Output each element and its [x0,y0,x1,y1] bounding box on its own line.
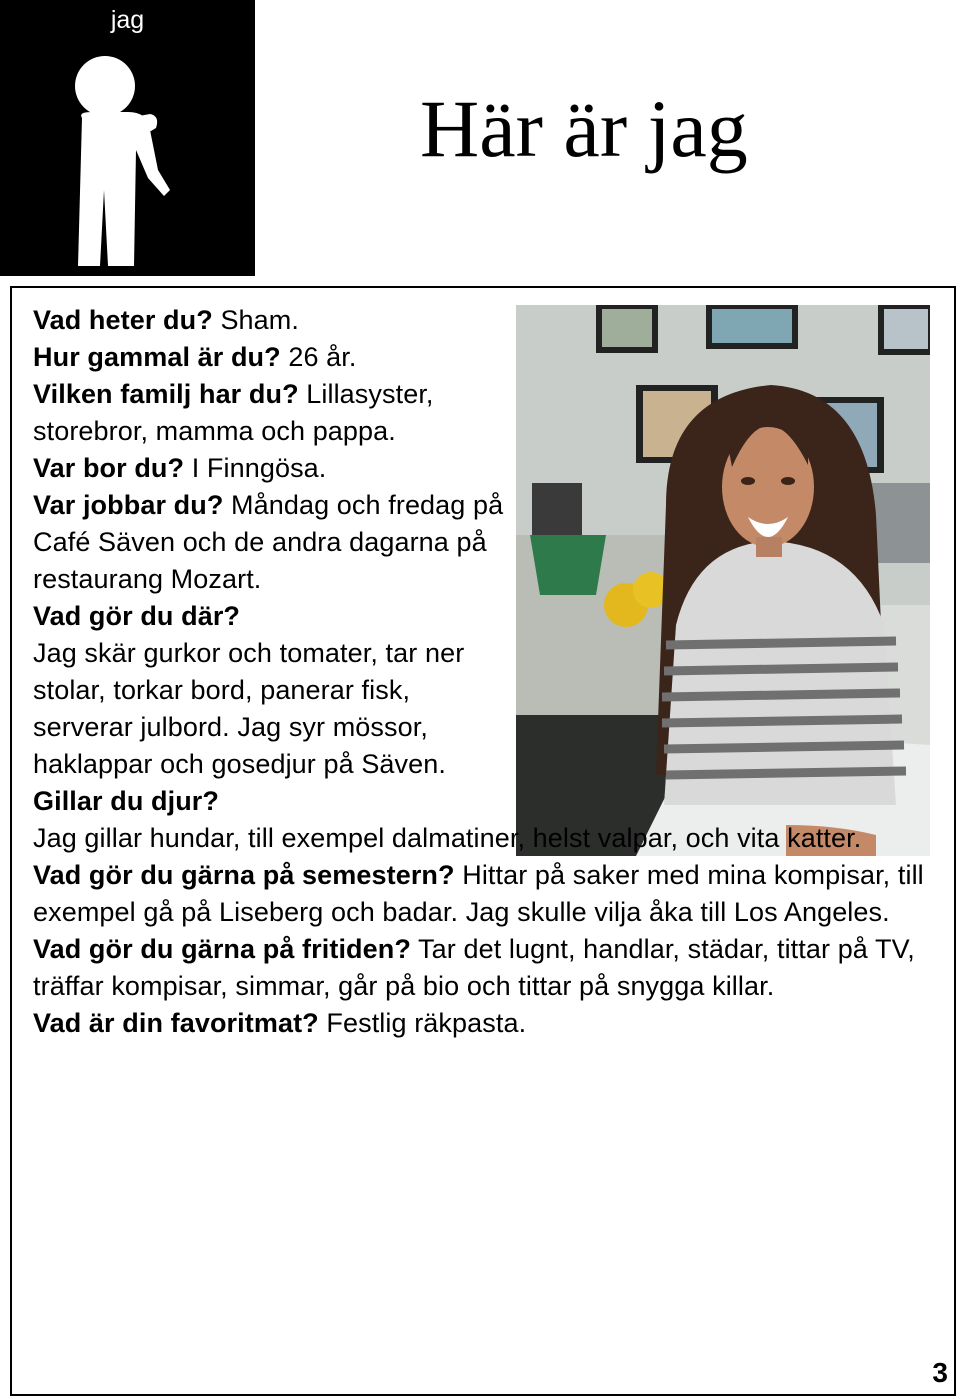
answer-home: I Finngösa. [184,453,327,483]
answer-vacation: Hittar på saker med mina kompisar, till exempel gå på Liseberg och badar. Jag skulle vilja åka till Los Angeles. [33,860,924,927]
page-number: 3 [932,1357,948,1388]
answer-freetime: Tar det lugnt, handlar, städar, tittar på TV, träffar kompisar, simmar, går på bio och tittar på snygga killar. [33,934,915,1001]
question-family: Vilken familj har du? [33,379,299,409]
question-age: Hur gammal är du? [33,342,281,372]
question-animals: Gillar du djur? [33,786,220,816]
question-tasks: Vad gör du där? [33,601,241,631]
pictogram-label: jag [110,6,145,34]
question-home: Var bor du? [33,453,185,483]
answer-work: Måndag och fredag på Café Säven och de andra dagarna på restaurang Mozart. [33,490,504,594]
answer-animals: Jag gillar hundar, till exempel dalmatiner, helst valpar, och vita katter. [33,823,862,853]
pictogram-jag [0,0,255,276]
answer-age: 26 år. [280,342,357,372]
answer-name: Sham. [212,305,299,335]
qa-text-upper [33,302,511,820]
question-freetime: Vad gör du gärna på fritiden? [33,934,411,964]
question-vacation: Vad gör du gärna på semestern? [33,860,455,890]
page-title: Här är jag [420,83,748,174]
person-pointing-at-self-icon [0,0,255,276]
qa-text-lower [33,820,924,1042]
answer-food: Festlig räkpasta. [318,1008,527,1038]
question-name: Vad heter du? [33,305,213,335]
question-work: Var jobbar du? [33,490,224,520]
answer-family: Lillasyster, storebror, mamma och pappa. [33,379,434,446]
question-food: Vad är din favoritmat? [33,1008,319,1038]
qa-text [33,302,924,1042]
answer-tasks: Jag skär gurkor och tomater, tar ner stolar, torkar bord, panerar fisk, serverar julbord. Jag syr mössor, haklappar och gosedjur på Säven. [33,638,465,779]
